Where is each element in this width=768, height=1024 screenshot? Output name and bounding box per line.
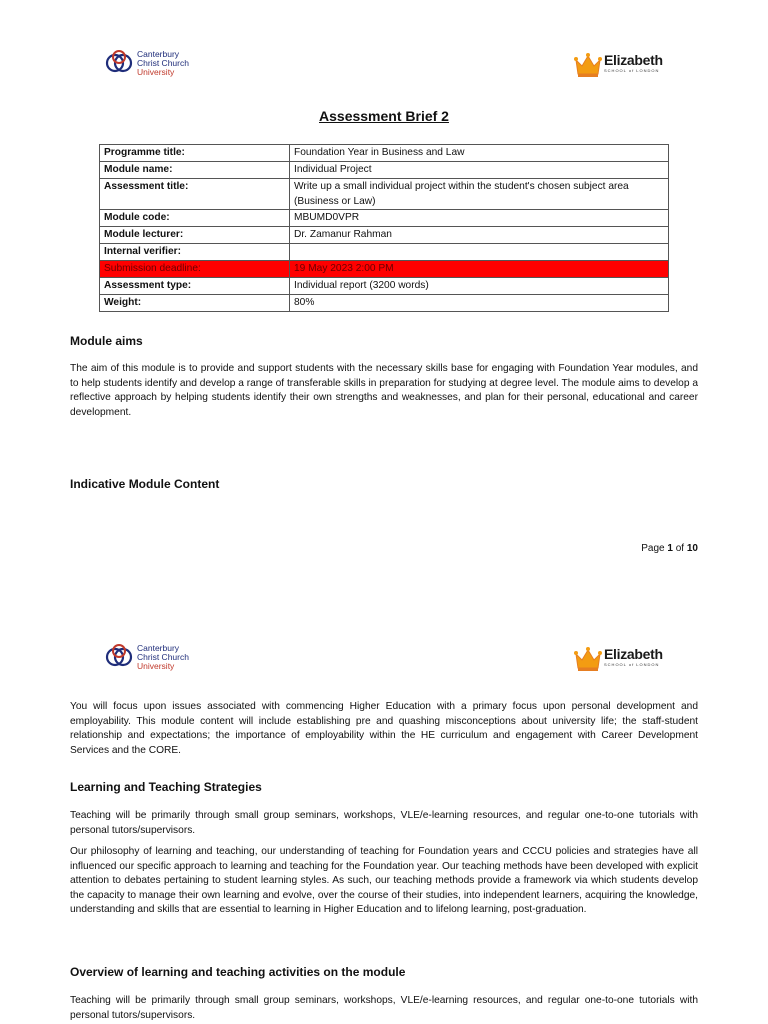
cccu-line2: Christ Church: [137, 57, 189, 68]
elizabeth-logo: [574, 646, 663, 672]
cccu-line1: Canterbury: [137, 48, 180, 59]
elizabeth-name: Elizabeth: [604, 646, 663, 662]
row-value: [290, 244, 669, 261]
cccu-emblem-icon: [104, 642, 134, 672]
row-value: Foundation Year in Business and Law: [290, 145, 669, 162]
module-aims-heading: Module aims: [70, 334, 143, 348]
row-value: MBUMD0VPR: [290, 210, 669, 227]
table-row: [100, 278, 669, 295]
page-gap: [0, 570, 768, 600]
table-row: [100, 244, 669, 261]
overview-heading: Overview of learning and teaching activities on the module: [70, 965, 406, 979]
page-current: 1: [667, 543, 673, 554]
table-row: [100, 162, 669, 179]
table-row: [100, 179, 669, 210]
row-key: Module name:: [100, 162, 290, 179]
page-total: 10: [686, 543, 698, 554]
elizabeth-name: Elizabeth: [604, 52, 663, 68]
assessment-info-table: [99, 144, 669, 312]
page-of: of: [675, 543, 685, 554]
elizabeth-logo: [574, 52, 663, 78]
page-label: Page: [641, 543, 665, 554]
content-text: You will focus upon issues associated with commencing Higher Education with a primary focus upon personal development and employability. This module content will include establishing pre and quashing misconceptions about university life; the staff-student relationship and expectations; the importance of employability within the HE curriculum and engagement with Career Development Services and the CORE.: [70, 701, 698, 756]
row-value: 19 May 2023 2:00 PM: [290, 261, 669, 278]
strategies-paragraph-1: Teaching will be primarily through small group seminars, workshops, VLE/e-learning resources, and regular one-to-one tutorials with personal tutors/supervisors.: [70, 810, 698, 836]
page-number: [641, 543, 698, 554]
table-row: [100, 295, 669, 312]
overview-paragraph-1: Teaching will be primarily through small group seminars, workshops, VLE/e-learning resources, and regular one-to-one tutorials with personal tutors/supervisors.: [70, 995, 698, 1021]
row-key: Weight:: [100, 295, 290, 312]
cccu-line3: University: [137, 660, 175, 671]
table-row: [100, 227, 669, 244]
content-heading: Indicative Module Content: [70, 477, 220, 491]
cccu-emblem-icon: [104, 48, 134, 78]
elizabeth-sub: SCHOOL of LONDON: [604, 662, 660, 667]
table-row: [100, 210, 669, 227]
row-value: Write up a small individual project within the student's chosen subject area (Business or Law): [290, 179, 669, 210]
row-value: Individual Project: [290, 162, 669, 179]
crown-icon: [574, 646, 602, 672]
row-key: Internal verifier:: [100, 244, 290, 261]
row-key: Submission deadline:: [100, 261, 290, 278]
cccu-line1: Canterbury: [137, 642, 180, 653]
table-row-deadline: [100, 261, 669, 278]
row-key: Programme title:: [100, 145, 290, 162]
page-title: Assessment Brief 2: [319, 108, 449, 124]
crown-icon: [574, 52, 602, 78]
row-key: Assessment title:: [100, 179, 290, 210]
cccu-line2: Christ Church: [137, 651, 189, 662]
row-key: Module code:: [100, 210, 290, 227]
cccu-logo: [104, 642, 189, 672]
row-value: Dr. Zamanur Rahman: [290, 227, 669, 244]
page-2: [0, 600, 768, 1024]
row-key: Assessment type:: [100, 278, 290, 295]
row-value: Individual report (3200 words): [290, 278, 669, 295]
elizabeth-sub: SCHOOL of LONDON: [604, 68, 660, 73]
table-row: [100, 145, 669, 162]
cccu-logo: [104, 48, 189, 78]
module-aims-text: The aim of this module is to provide and support students with the necessary skills base for engaging with Foundation Year modules, and to help students identify and develop a range of transferable skills in preparation for studying at degree level. The module aims to develop a reflective approach by helping students identify their own strengths and weaknesses, and plan for their personal, educational and career development.: [70, 363, 698, 418]
strategies-paragraph-2: Our philosophy of learning and teaching, our understanding of teaching for Foundation years and CCCU policies and strategies have all influenced our specific approach to learning and teaching for the Foundation year. Our teaching methods have been developed with explicit attention to debates pertaining to student learning styles. As such, our teaching methods provide a framework via which students develop the capacity to manage their own learning and evolve, over the course of their studies, into independent learners, acquiring the knowledge, understanding and skills that are essential to learning in Higher Education and to lifelong learning, post-graduation.: [70, 846, 698, 915]
row-key: Module lecturer:: [100, 227, 290, 244]
cccu-line3: University: [137, 66, 175, 77]
row-value: 80%: [290, 295, 669, 312]
strategies-heading: Learning and Teaching Strategies: [70, 780, 262, 794]
